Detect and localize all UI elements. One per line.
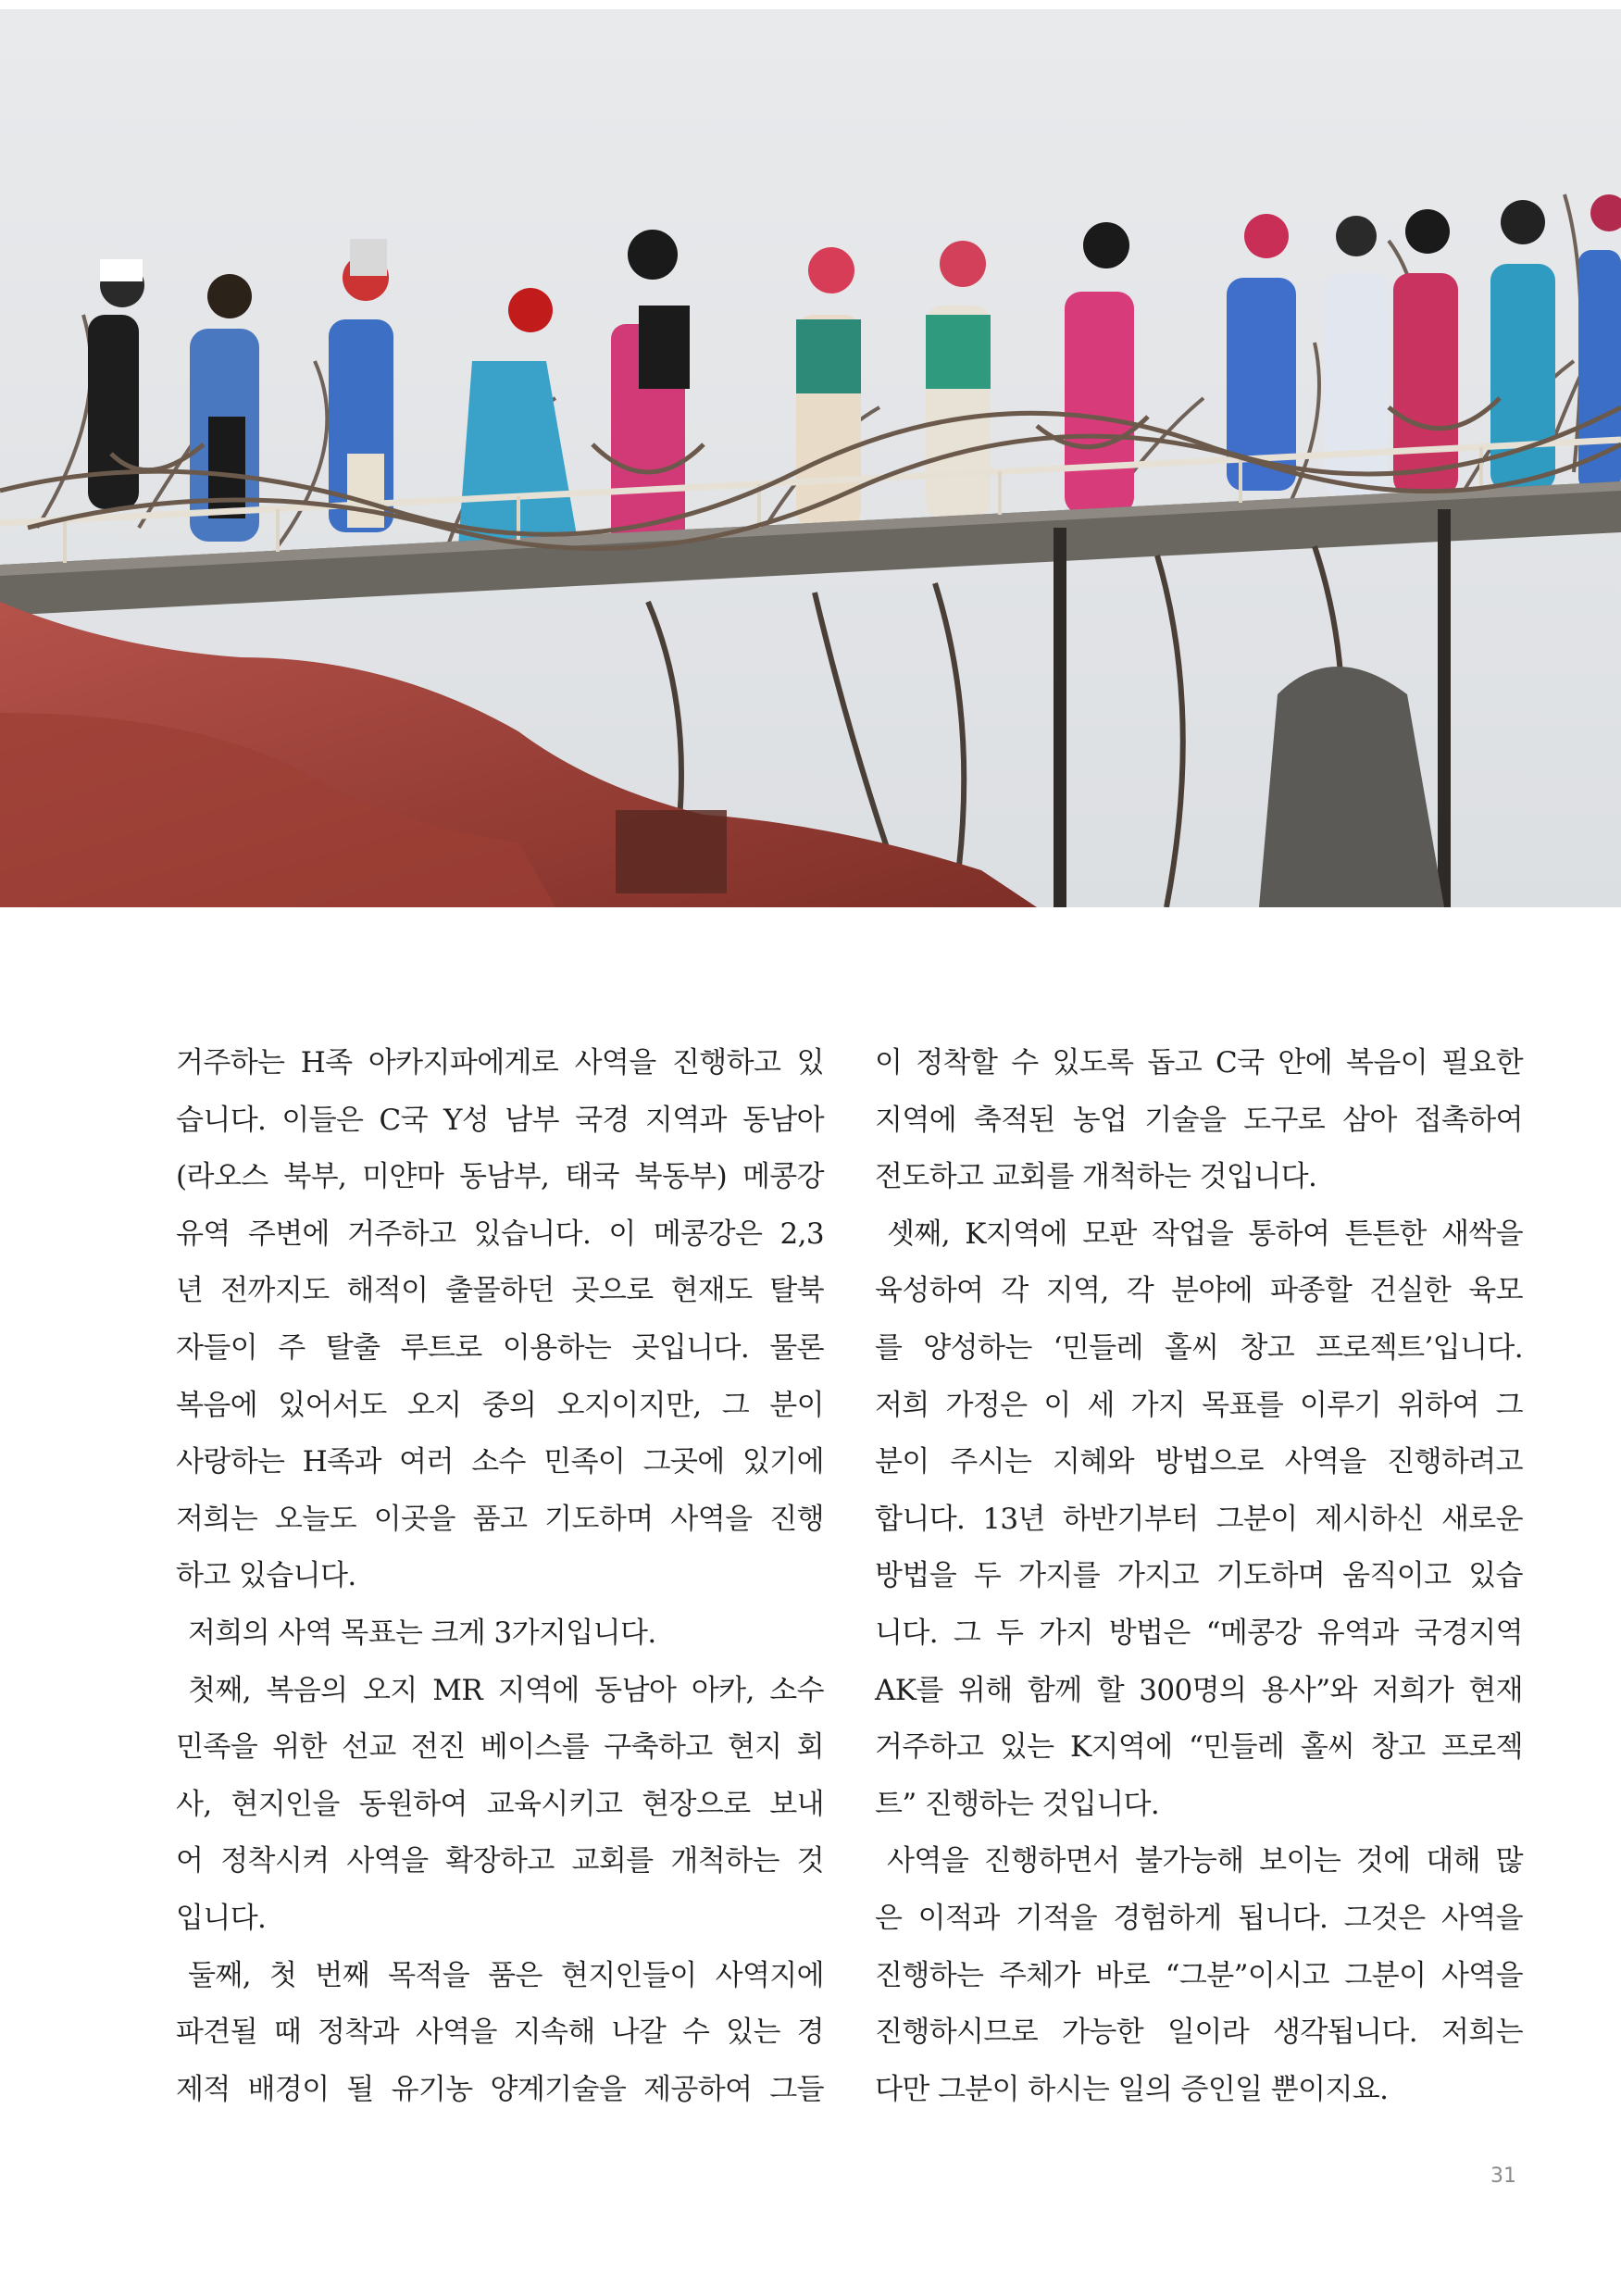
paragraph-line: 자들이 주 탈출 루트로 이용하는 곳입니다. 물론 [176, 1330, 824, 1365]
paragraph-line: 사랑하는 H족과 여러 소수 민족이 그곳에 있기에 [176, 1445, 824, 1479]
paragraph-line: 저희 가정은 이 세 가지 목표를 이루기 위하여 그 [875, 1388, 1523, 1422]
paragraph-line: 진행하시므로 가능한 일이라 생각됩니다. 저희는 [875, 2015, 1523, 2050]
paragraph-line: AK를 위해 함께 할 300명의 용사”와 저희가 현재 [875, 1673, 1523, 1707]
paragraph-line: 전도하고 교회를 개척하는 것입니다. [875, 1160, 1317, 1194]
paragraph-line: 첫째, 복음의 오지 MR 지역에 동남아 아카, 소수 [188, 1673, 824, 1707]
paragraph-line: 하고 있습니다. [176, 1559, 356, 1593]
paragraph-line: 방법을 두 가지를 가지고 기도하며 움직이고 있습 [875, 1559, 1523, 1593]
paragraph-line: 셋째, K지역에 모판 작업을 통하여 튼튼한 새싹을 [887, 1217, 1523, 1251]
paragraph-line: 파견될 때 정착과 사역을 지속해 나갈 수 있는 경 [176, 2015, 824, 2050]
paragraph-line: 다만 그분이 하시는 일의 증인일 뿐이지요. [875, 2072, 1389, 2106]
ethnic-procession-photo [0, 9, 1621, 907]
paragraph-line: 사역을 진행하면서 불가능해 보이는 것에 대해 많 [887, 1844, 1523, 1878]
paragraph-line: 어 정착시켜 사역을 확장하고 교회를 개척하는 것 [176, 1844, 824, 1878]
paragraph-line: 년 전까지도 해적이 출몰하던 곳으로 현재도 탈북 [176, 1274, 824, 1308]
paragraph-line: 거주하고 있는 K지역에 “민들레 홀씨 창고 프로젝 [875, 1730, 1523, 1765]
left-text-column [176, 1035, 824, 2118]
paragraph-line: 이 정착할 수 있도록 돕고 C국 안에 복음이 필요한 [875, 1046, 1523, 1079]
paragraph-line: (라오스 북부, 미얀마 동남부, 태국 북동부) 메콩강 [176, 1160, 824, 1194]
paragraph-line: 은 이적과 기적을 경험하게 됩니다. 그것은 사역을 [875, 1901, 1523, 1935]
paragraph-line: 거주하는 H족 아카지파에게로 사역을 진행하고 있 [176, 1046, 824, 1079]
paragraph-line: 입니다. [176, 1901, 267, 1935]
right-text-column [875, 1035, 1523, 2118]
paragraph-line: 유역 주변에 거주하고 있습니다. 이 메콩강은 2,3 [176, 1217, 824, 1251]
paragraph-line: 저희의 사역 목표는 크게 3가지입니다. [188, 1616, 656, 1650]
paragraph-line: 습니다. 이들은 C국 Y성 남부 국경 지역과 동남아 [176, 1103, 824, 1137]
paragraph-line: 지역에 축적된 농업 기술을 도구로 삼아 접촉하여 [875, 1103, 1523, 1137]
paragraph-line: 민족을 위한 선교 전진 베이스를 구축하고 현지 회 [176, 1730, 824, 1765]
paragraph-line: 둘째, 첫 번째 목적을 품은 현지인들이 사역지에 [188, 1958, 824, 1992]
paragraph-line: 저희는 오늘도 이곳을 품고 기도하며 사역을 진행 [176, 1502, 824, 1536]
paragraph-line: 트” 진행하는 것입니다. [875, 1787, 1160, 1821]
paragraph-line: 사, 현지인을 동원하여 교육시키고 현장으로 보내 [176, 1787, 824, 1821]
paragraph-line: 복음에 있어서도 오지 중의 오지이지만, 그 분이 [176, 1388, 824, 1422]
paragraph-line: 육성하여 각 지역, 각 분야에 파종할 건실한 육모 [875, 1274, 1523, 1308]
paragraph-line: 를 양성하는 ‘민들레 홀씨 창고 프로젝트’입니다. [875, 1330, 1523, 1365]
paragraph-line: 합니다. 13년 하반기부터 그분이 제시하신 새로운 [875, 1502, 1523, 1536]
paragraph-line: 제적 배경이 될 유기농 양계기술을 제공하여 그들 [176, 2072, 824, 2106]
paragraph-line: 진행하는 주체가 바로 “그분”이시고 그분이 사역을 [875, 1958, 1523, 1992]
page-number: 31 [1490, 2165, 1516, 2188]
paragraph-line: 니다. 그 두 가지 방법은 “메콩강 유역과 국경지역 [875, 1616, 1523, 1650]
paragraph-line: 분이 주시는 지혜와 방법으로 사역을 진행하려고 [875, 1445, 1523, 1479]
header-photo [0, 9, 1621, 907]
